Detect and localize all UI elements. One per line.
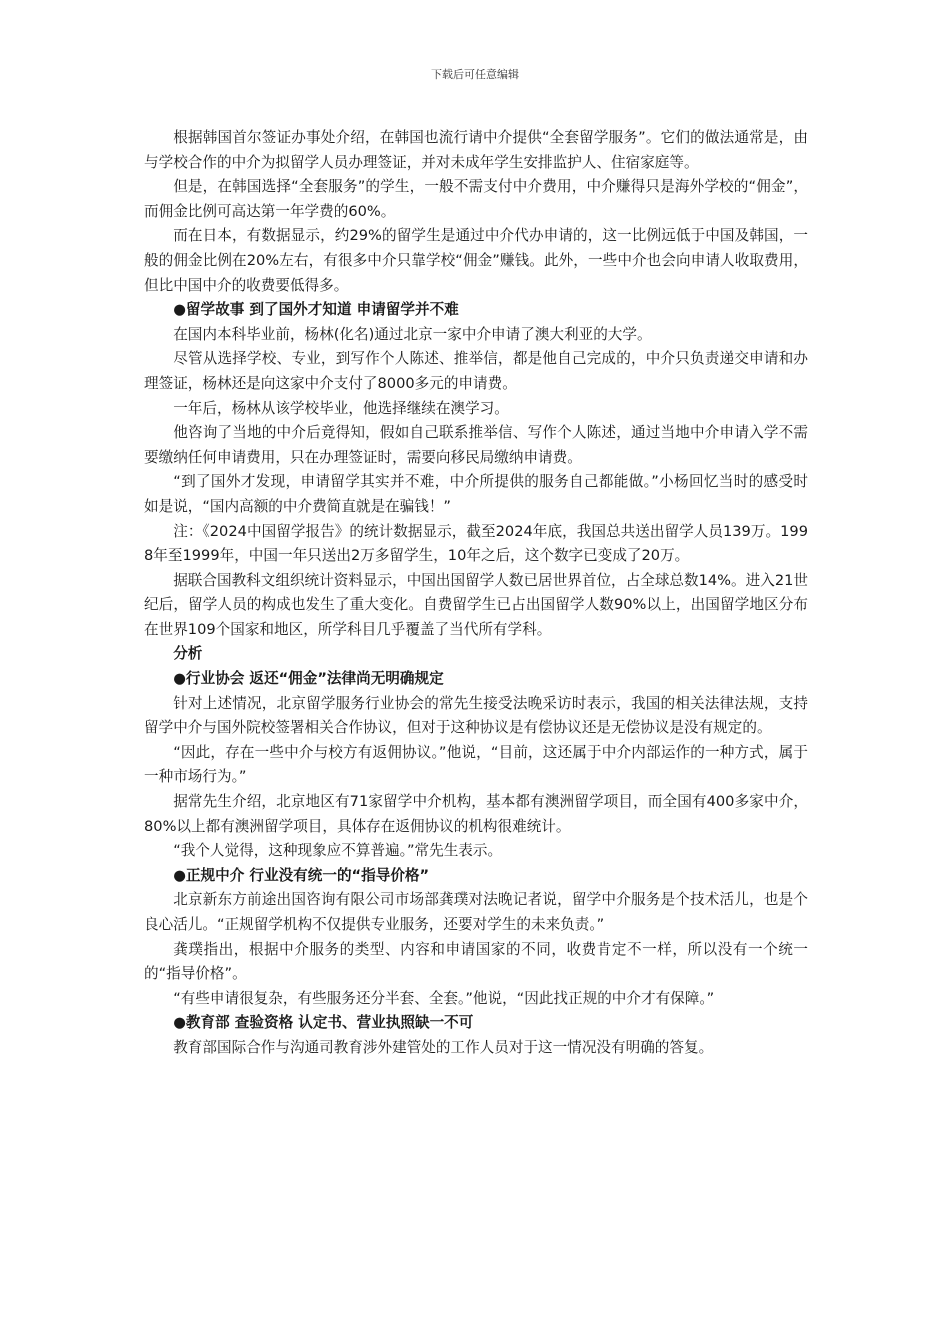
section-heading: ●行业协会 返还“佣金”法律尚无明确规定 bbox=[173, 670, 444, 688]
analysis-heading: 分析 bbox=[173, 645, 203, 663]
page-header bbox=[0, 66, 950, 82]
paragraph: 根据韩国首尔签证办事处介绍，在韩国也流行请中介提供“全套留学服务”。它们的做法通常是，由与学校合作的中介为拟留学人员办理签证，并对未成年学生安排监护人、住宿家庭等。 bbox=[144, 129, 808, 171]
paragraph: 教育部国际合作与沟通司教育涉外建管处的工作人员对于这一情况没有明确的答复。 bbox=[173, 1038, 714, 1056]
section-heading: ●留学故事 到了国外才知道 申请留学并不难 bbox=[173, 301, 459, 319]
note-paragraph: 注：《2024中国留学报告》的统计数据显示，截至2024年底，我国总共送出留学人员139万。1998年至1999年，中国一年只送出2万多留学生，10年之后，这个数字已变成了20万。 bbox=[144, 522, 808, 565]
paragraph: 一年后，杨林从该学校毕业，他选择继续在澳学习。 bbox=[173, 399, 509, 417]
header-caption: 下载后可任意编辑 bbox=[431, 68, 519, 81]
paragraph: 针对上述情况，北京留学服务行业协会的常先生接受法晚采访时表示，我国的相关法律法规，支持留学中介与国外院校签署相关合作协议，但对于这种协议是有偿协议还是无偿协议是没有规定的。 bbox=[144, 694, 808, 737]
paragraph: 在国内本科毕业前，杨林(化名)通过北京一家中介申请了澳大利亚的大学。 bbox=[173, 325, 652, 343]
quote-paragraph: “我个人觉得，这种现象应不算普遍。”常先生表示。 bbox=[173, 842, 503, 860]
paragraph: 他咨询了当地的中介后竟得知，假如自己联系推举信、写作个人陈述，通过当地中介申请入学不需要缴纳任何申请费用，只在办理签证时，需要向移民局缴纳申请费。 bbox=[144, 424, 808, 466]
paragraph: 据联合国教科文组织统计资料显示，中国出国留学人数已居世界首位，占全球总数14%。进入21世纪后，留学人员的构成也发生了重大变化。自费留学生已占出国留学人数90%以上，出国留学地区分布在世界109个国家和地区，所学科目几乎覆盖了当代所有学科。 bbox=[144, 571, 808, 638]
quote-paragraph: “有些申请很复杂，有些服务还分半套、全套。”他说，“因此找正规的中介才有保障。” bbox=[173, 989, 715, 1007]
section-heading: ●正规中介 行业没有统一的“指导价格” bbox=[173, 866, 430, 884]
paragraph: 尽管从选择学校、专业，到写作个人陈述、推举信，都是他自己完成的，中介只负责递交申请和办理签证，杨林还是向这家中介支付了8000多元的申请费。 bbox=[144, 350, 808, 392]
section-heading: ●教育部 查验资格 认定书、营业执照缺一不可 bbox=[173, 1014, 474, 1032]
paragraph: 而在日本，有数据显示，约29%的留学生是通过中介代办申请的，这一比例远低于中国及韩国，一般的佣金比例在20%左右，有很多中介只靠学校“佣金”赚钱。此外，一些中介也会向申请人收取费用，但比中国中介的收费要低得多。 bbox=[144, 227, 808, 294]
paragraph: 龚璞指出，根据中介服务的类型、内容和申请国家的不同，收费肯定不一样，所以没有一个统一的“指导价格”。 bbox=[144, 940, 808, 983]
paragraph: 但是，在韩国选择“全套服务”的学生，一般不需支付中介费用，中介赚得只是海外学校的“佣金”，而佣金比例可高达第一年学费的60%。 bbox=[144, 178, 808, 220]
quote-paragraph: “到了国外才发现，申请留学其实并不难，中介所提供的服务自己都能做。”小杨回忆当时的感受时如是说，“国内高额的中介费简直就是在骗钱！” bbox=[144, 473, 808, 515]
quote-paragraph: “因此，存在一些中介与校方有返佣协议。”他说，“目前，这还属于中介内部运作的一种方式，属于一种市场行为。” bbox=[144, 743, 808, 786]
paragraph: 北京新东方前途出国咨询有限公司市场部龚璞对法晚记者说，留学中介服务是个技术活儿，也是个良心活儿。“正规留学机构不仅提供专业服务，还要对学生的未来负责。” bbox=[144, 891, 808, 933]
paragraph: 据常先生介绍，北京地区有71家留学中介机构，基本都有澳洲留学项目，而全国有400多家中介，80%以上都有澳洲留学项目，具体存在返佣协议的机构很难统计。 bbox=[144, 793, 808, 835]
document-body bbox=[144, 126, 808, 1061]
